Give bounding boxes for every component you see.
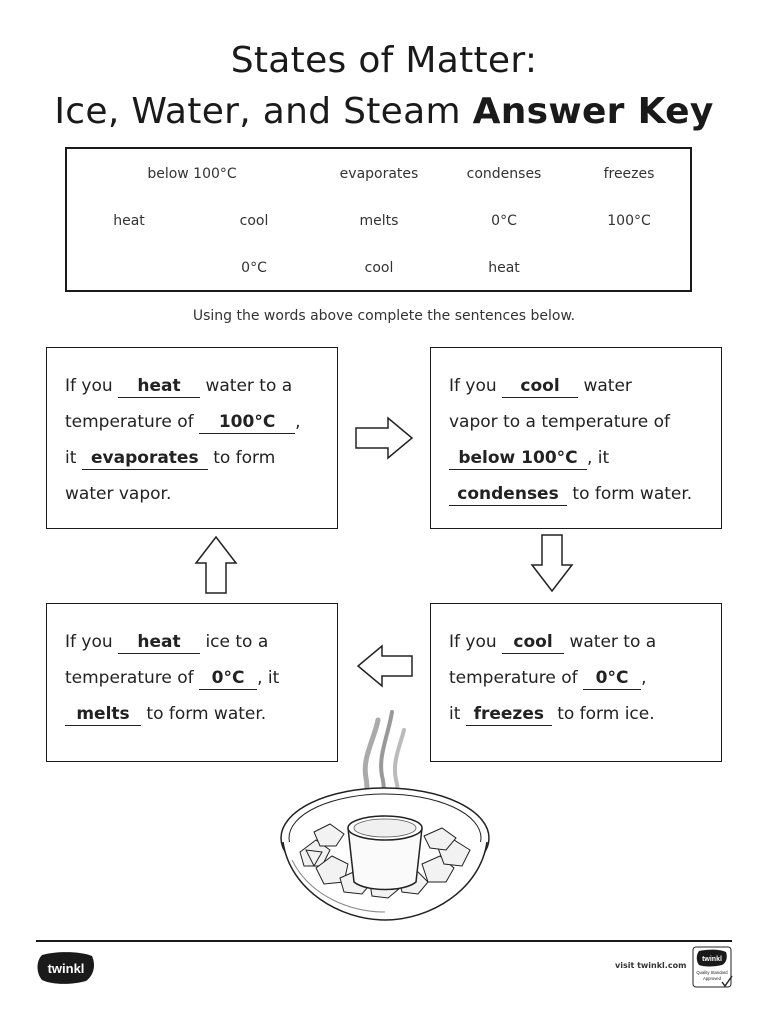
- badge-line-2: Approved: [703, 976, 721, 981]
- answer-blank: freezes: [466, 703, 552, 726]
- sentence-line: [449, 368, 711, 404]
- page-title-line-2: [0, 91, 768, 132]
- bowl-ice-steam-illustration: [270, 700, 500, 930]
- sentence-line: [65, 660, 327, 696]
- footer-divider: [36, 940, 732, 942]
- sentence-text: temperature of: [449, 668, 584, 688]
- word-bank-item: cool: [239, 213, 269, 229]
- sentence-line: [65, 624, 327, 660]
- quality-standard-badge: [692, 946, 734, 990]
- answer-blank: melts: [65, 703, 141, 726]
- word-bank-item: melts: [359, 213, 399, 229]
- sentence-text: ,: [295, 412, 301, 432]
- sentence-text: to form ice.: [551, 704, 655, 724]
- instruction-text: Using the words above complete the sentences below.: [192, 308, 576, 324]
- sentence-text: ,: [641, 668, 647, 688]
- word-bank-item: condenses: [466, 166, 542, 182]
- word-bank-item: cool: [364, 260, 394, 276]
- sentence-text: , it: [257, 668, 280, 688]
- sentence-text: temperature of: [65, 668, 200, 688]
- sentence-text: to form: [207, 448, 276, 468]
- arrow-left-icon: [354, 644, 416, 688]
- sentence-text: it: [449, 704, 466, 724]
- answer-blank: below 100°C: [449, 447, 587, 470]
- sentence-line: water vapor.: [65, 484, 172, 504]
- word-bank-item: heat: [113, 213, 145, 229]
- sentence-line: [449, 476, 711, 512]
- twinkl-logo: [36, 951, 96, 985]
- word-bank-item: heat: [488, 260, 520, 276]
- arrow-down-icon: [530, 533, 574, 595]
- answer-blank: condenses: [449, 483, 567, 506]
- page-title-line-1: States of Matter:: [230, 40, 538, 81]
- answer-blank: cool: [502, 631, 564, 654]
- arrow-right-icon: [354, 416, 416, 460]
- sentence-text: ice to a: [200, 632, 269, 652]
- answer-blank: heat: [118, 631, 200, 654]
- sentence-text: to form water.: [567, 484, 693, 504]
- sentence-text: water to a: [564, 632, 657, 652]
- sentence-text: , it: [587, 448, 610, 468]
- sentence-text: If you: [449, 632, 503, 652]
- sentence-text: If you: [449, 376, 503, 396]
- answer-blank: heat: [118, 375, 200, 398]
- badge-line-1: Quality Standard: [696, 970, 728, 975]
- word-bank-item: 100°C: [607, 213, 651, 229]
- word-bank-item: freezes: [603, 166, 655, 182]
- answer-blank: 0°C: [583, 667, 641, 690]
- page-title-answer-key: Answer Key: [472, 91, 714, 132]
- word-bank-item: 0°C: [241, 260, 267, 276]
- word-bank-item: 0°C: [491, 213, 517, 229]
- sentence-text: If you: [65, 376, 119, 396]
- answer-blank: cool: [502, 375, 578, 398]
- logo-text: twinkl: [47, 961, 85, 976]
- answer-blank: evaporates: [82, 447, 208, 470]
- sentence-line: [65, 440, 327, 476]
- page-title-plain: Ice, Water, and Steam: [54, 91, 473, 132]
- word-bank-item: evaporates: [339, 166, 419, 182]
- sentence-line: [65, 404, 327, 440]
- arrow-up-icon: [194, 533, 238, 595]
- sentence-text: water to a: [200, 376, 293, 396]
- sentence-line: [65, 368, 327, 404]
- sentence-text: water: [578, 376, 632, 396]
- sentence-line: [449, 440, 711, 476]
- sentence-box-top-right: [430, 347, 722, 529]
- answer-blank: 0°C: [199, 667, 257, 690]
- sentence-line: [449, 660, 711, 696]
- answer-blank: 100°C: [199, 411, 295, 434]
- sentence-text: temperature of: [65, 412, 200, 432]
- badge-brand: twinkl: [702, 956, 722, 963]
- word-bank: [65, 147, 692, 292]
- word-bank-item: below 100°C: [147, 166, 237, 182]
- sentence-text: to form water.: [141, 704, 267, 724]
- sentence-box-top-left: [46, 347, 338, 529]
- visit-website-link[interactable]: visit twinkl.com: [615, 961, 687, 970]
- sentence-line: [449, 624, 711, 660]
- sentence-text: If you: [65, 632, 119, 652]
- sentence-text: it: [65, 448, 82, 468]
- sentence-line: vapor to a temperature of: [449, 412, 670, 432]
